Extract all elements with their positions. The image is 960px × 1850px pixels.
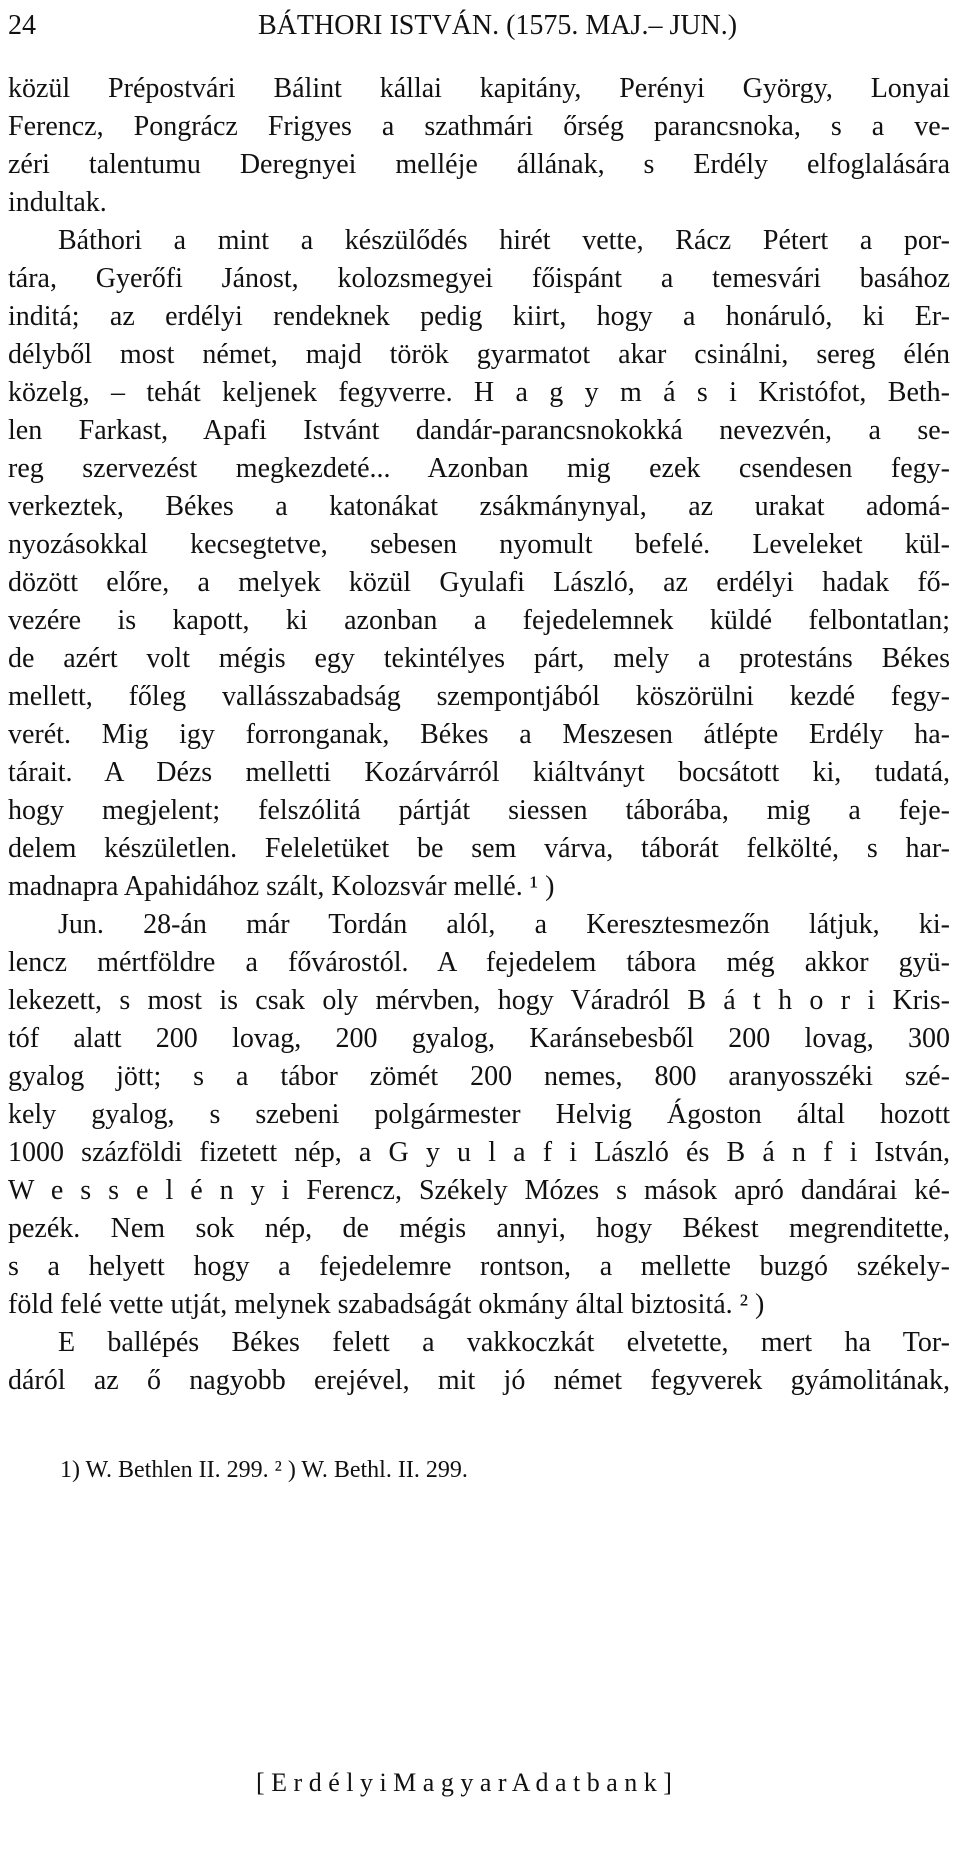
text-line: s a helyett hogy a fejedelemre rontson, a mellette buzgó székely- (8, 1251, 950, 1282)
text-line: 1000 százföldi fizetett nép, a G y u l a f i László és B á n f i István, (8, 1137, 950, 1168)
text-line: Ferencz, Pongrácz Frigyes a szathmári őrség parancsnoka, s a ve- (8, 111, 950, 142)
footnotes: 1) W. Bethlen II. 299. ² ) W. Bethl. II. 299. (60, 1457, 468, 1483)
text-line: zéri talentumu Deregnyei melléje állának, s Erdély elfoglalására (8, 149, 950, 180)
text-line: reg szervezést megkezdeté... Azonban mig ezek csendesen fegy- (8, 453, 950, 484)
page-header (0, 6, 960, 46)
text-line: madnapra Apahidához szált, Kolozsvár mellé. ¹ ) (8, 871, 555, 902)
body-text (8, 70, 950, 1400)
text-line: közelg, – tehát keljenek fegyverre. H a g y m á s i Kristófot, Beth- (8, 377, 950, 408)
text-line: E ballépés Békes felett a vakkoczkát elvetette, mert ha Tor- (58, 1327, 950, 1358)
text-line: dözött előre, a melyek közül Gyulafi László, az erdélyi hadak fő- (8, 567, 950, 598)
text-line: delem készületlen. Feleletüket be sem várva, táborát felkölté, s har- (8, 833, 950, 864)
text-line: nyozásokkal kecsegtetve, sebesen nyomult befelé. Leveleket kül- (8, 529, 950, 560)
text-line: inditá; az erdélyi rendeknek pedig kiirt, hogy a honáruló, ki Er- (8, 301, 950, 332)
page-number: 24 (8, 10, 36, 41)
text-line: verkeztek, Békes a katonákat zsákmánynyal, az urakat adomá- (8, 491, 950, 522)
text-line: lencz mértföldre a fővárostól. A fejedelem tábora még akkor gyü- (8, 947, 950, 978)
text-line: mellett, főleg vallásszabadság szempontjából köszörülni kezdé fegy- (8, 681, 950, 712)
text-line: Jun. 28-án már Tordán alól, a Keresztesmezőn látjuk, ki- (58, 909, 950, 940)
text-line: len Farkast, Apafi Istvánt dandár-parancsnokokká nevezvén, a se- (8, 415, 950, 446)
text-line: Báthori a mint a készülődés hirét vette, Rácz Pétert a por- (58, 225, 950, 256)
text-line: tárait. A Dézs melletti Kozárvárról kiáltványt bocsátott ki, tudatá, (8, 757, 950, 788)
text-line: vezére is kapott, ki azonban a fejedelemnek küldé felbontatlan; (8, 605, 950, 636)
text-line: közül Prépostvári Bálint kállai kapitány, Perényi György, Lonyai (8, 73, 950, 104)
running-head: BÁTHORI ISTVÁN. (1575. MAJ.– JUN.) (258, 10, 738, 41)
text-line: pezék. Nem sok nép, de mégis annyi, hogy Békest megrenditette, (8, 1213, 950, 1244)
text-line: délyből most német, majd török gyarmatot akar csinálni, sereg élén (8, 339, 950, 370)
page-footer: [ E r d é l y i M a g y a r A d a t b a n k ] (256, 1768, 672, 1797)
text-line: de azért volt mégis egy tekintélyes párt, mely a protestáns Békes (8, 643, 950, 674)
text-line: kely gyalog, s szebeni polgármester Helvig Ágoston által hozott (8, 1099, 950, 1130)
text-line: föld felé vette utját, melynek szabadságát okmány által biztositá. ² ) (8, 1289, 765, 1320)
text-line: gyalog jött; s a tábor zömét 200 nemes, 800 aranyosszéki szé- (8, 1061, 950, 1092)
text-line: tára, Gyerőfi Jánost, kolozsmegyei főispánt a temesvári basához (8, 263, 950, 294)
text-line: W e s s e l é n y i Ferencz, Székely Mózes s mások apró dandárai ké- (8, 1175, 950, 1206)
text-line: hogy megjelent; felszólitá pártját siessen táborába, mig a feje- (8, 795, 950, 826)
text-line: verét. Mig igy forronganak, Békes a Meszesen átlépte Erdély ha- (8, 719, 950, 750)
text-line: lekezett, s most is csak oly mérvben, hogy Váradról B á t h o r i Kris- (8, 985, 950, 1016)
text-line: indultak. (8, 187, 107, 218)
text-line: tóf alatt 200 lovag, 200 gyalog, Karánsebesből 200 lovag, 300 (8, 1023, 950, 1054)
text-line: dáról az ő nagyobb erejével, mit jó német fegyverek gyámolitának, (8, 1365, 950, 1396)
